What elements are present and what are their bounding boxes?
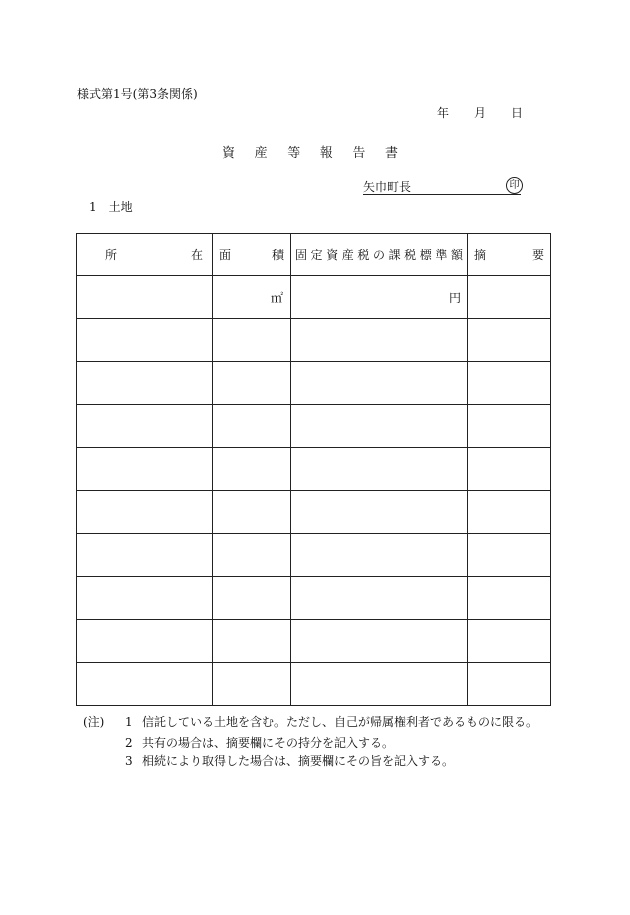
cell-location[interactable] <box>77 319 213 362</box>
note-item: 1 信託している土地を含む。ただし、自己が帰属権利者であるものに限る。 <box>125 715 539 729</box>
table-row <box>77 663 551 706</box>
cell-tax-value[interactable] <box>291 491 468 534</box>
header-area: 面 積 <box>213 234 291 276</box>
cell-remarks[interactable] <box>468 405 551 448</box>
cell-area[interactable] <box>213 405 291 448</box>
cell-tax-value[interactable] <box>291 405 468 448</box>
header-remarks: 摘 要 <box>468 234 551 276</box>
cell-area[interactable] <box>213 663 291 706</box>
cell-tax-value[interactable] <box>291 362 468 405</box>
unit-yen: 円 <box>448 290 461 305</box>
cell-tax-value[interactable] <box>291 663 468 706</box>
document-title <box>222 142 418 161</box>
date-month: 月 <box>474 106 487 120</box>
addressee-name: 矢巾町長 <box>363 180 412 194</box>
form-number: 様式第1号(第3条関係) <box>77 87 198 101</box>
table-header-row <box>77 234 551 276</box>
cell-location[interactable] <box>77 620 213 663</box>
table-row <box>77 319 551 362</box>
section-heading: 1 土地 <box>89 200 133 214</box>
cell-location[interactable] <box>77 534 213 577</box>
table-row <box>77 620 551 663</box>
cell-location[interactable] <box>77 362 213 405</box>
cell-location[interactable] <box>77 448 213 491</box>
cell-area[interactable] <box>213 448 291 491</box>
cell-location[interactable] <box>77 405 213 448</box>
header-tax-value: 固 定 資 産 税 の 課 税 標 準 額 <box>291 234 468 276</box>
cell-tax-value[interactable] <box>291 276 468 319</box>
table-row <box>77 491 551 534</box>
date-line <box>437 104 523 121</box>
cell-area[interactable] <box>213 491 291 534</box>
cell-location[interactable] <box>77 491 213 534</box>
cell-area[interactable] <box>213 276 291 319</box>
addressee-line <box>363 178 521 195</box>
unit-square-meter: ㎡ <box>270 290 283 305</box>
cell-remarks[interactable] <box>468 276 551 319</box>
cell-area[interactable] <box>213 620 291 663</box>
cell-tax-value[interactable] <box>291 534 468 577</box>
table-row <box>77 534 551 577</box>
table-row <box>77 577 551 620</box>
cell-area[interactable] <box>213 319 291 362</box>
cell-remarks[interactable] <box>468 534 551 577</box>
title-char: 報 <box>319 146 333 161</box>
cell-area[interactable] <box>213 534 291 577</box>
title-char: 告 <box>352 146 366 161</box>
land-table <box>76 233 551 706</box>
cell-remarks[interactable] <box>468 663 551 706</box>
cell-area[interactable] <box>213 362 291 405</box>
cell-tax-value[interactable] <box>291 319 468 362</box>
cell-tax-value[interactable] <box>291 448 468 491</box>
cell-location[interactable] <box>77 276 213 319</box>
cell-location[interactable] <box>77 577 213 620</box>
table-row <box>77 405 551 448</box>
cell-remarks[interactable] <box>468 362 551 405</box>
date-year: 年 <box>437 106 450 120</box>
cell-remarks[interactable] <box>468 448 551 491</box>
seal-mark: 印 <box>506 177 523 194</box>
cell-remarks[interactable] <box>468 620 551 663</box>
title-char: 資 <box>222 146 236 161</box>
title-char: 産 <box>254 146 268 161</box>
note-item: 2 共有の場合は、摘要欄にその持分を記入する。 <box>125 736 395 750</box>
date-day: 日 <box>511 106 524 120</box>
note-item: 3 相続により取得した場合は、摘要欄にその旨を記入する。 <box>125 754 455 768</box>
notes-label: (注) <box>83 715 105 729</box>
table-row <box>77 362 551 405</box>
cell-location[interactable] <box>77 663 213 706</box>
cell-area[interactable] <box>213 577 291 620</box>
cell-remarks[interactable] <box>468 577 551 620</box>
table-row <box>77 448 551 491</box>
title-char: 等 <box>287 146 301 161</box>
cell-tax-value[interactable] <box>291 620 468 663</box>
header-location: 所 在 <box>77 234 213 276</box>
table-row <box>77 276 551 319</box>
cell-remarks[interactable] <box>468 319 551 362</box>
cell-tax-value[interactable] <box>291 577 468 620</box>
cell-remarks[interactable] <box>468 491 551 534</box>
title-char: 書 <box>384 146 398 161</box>
